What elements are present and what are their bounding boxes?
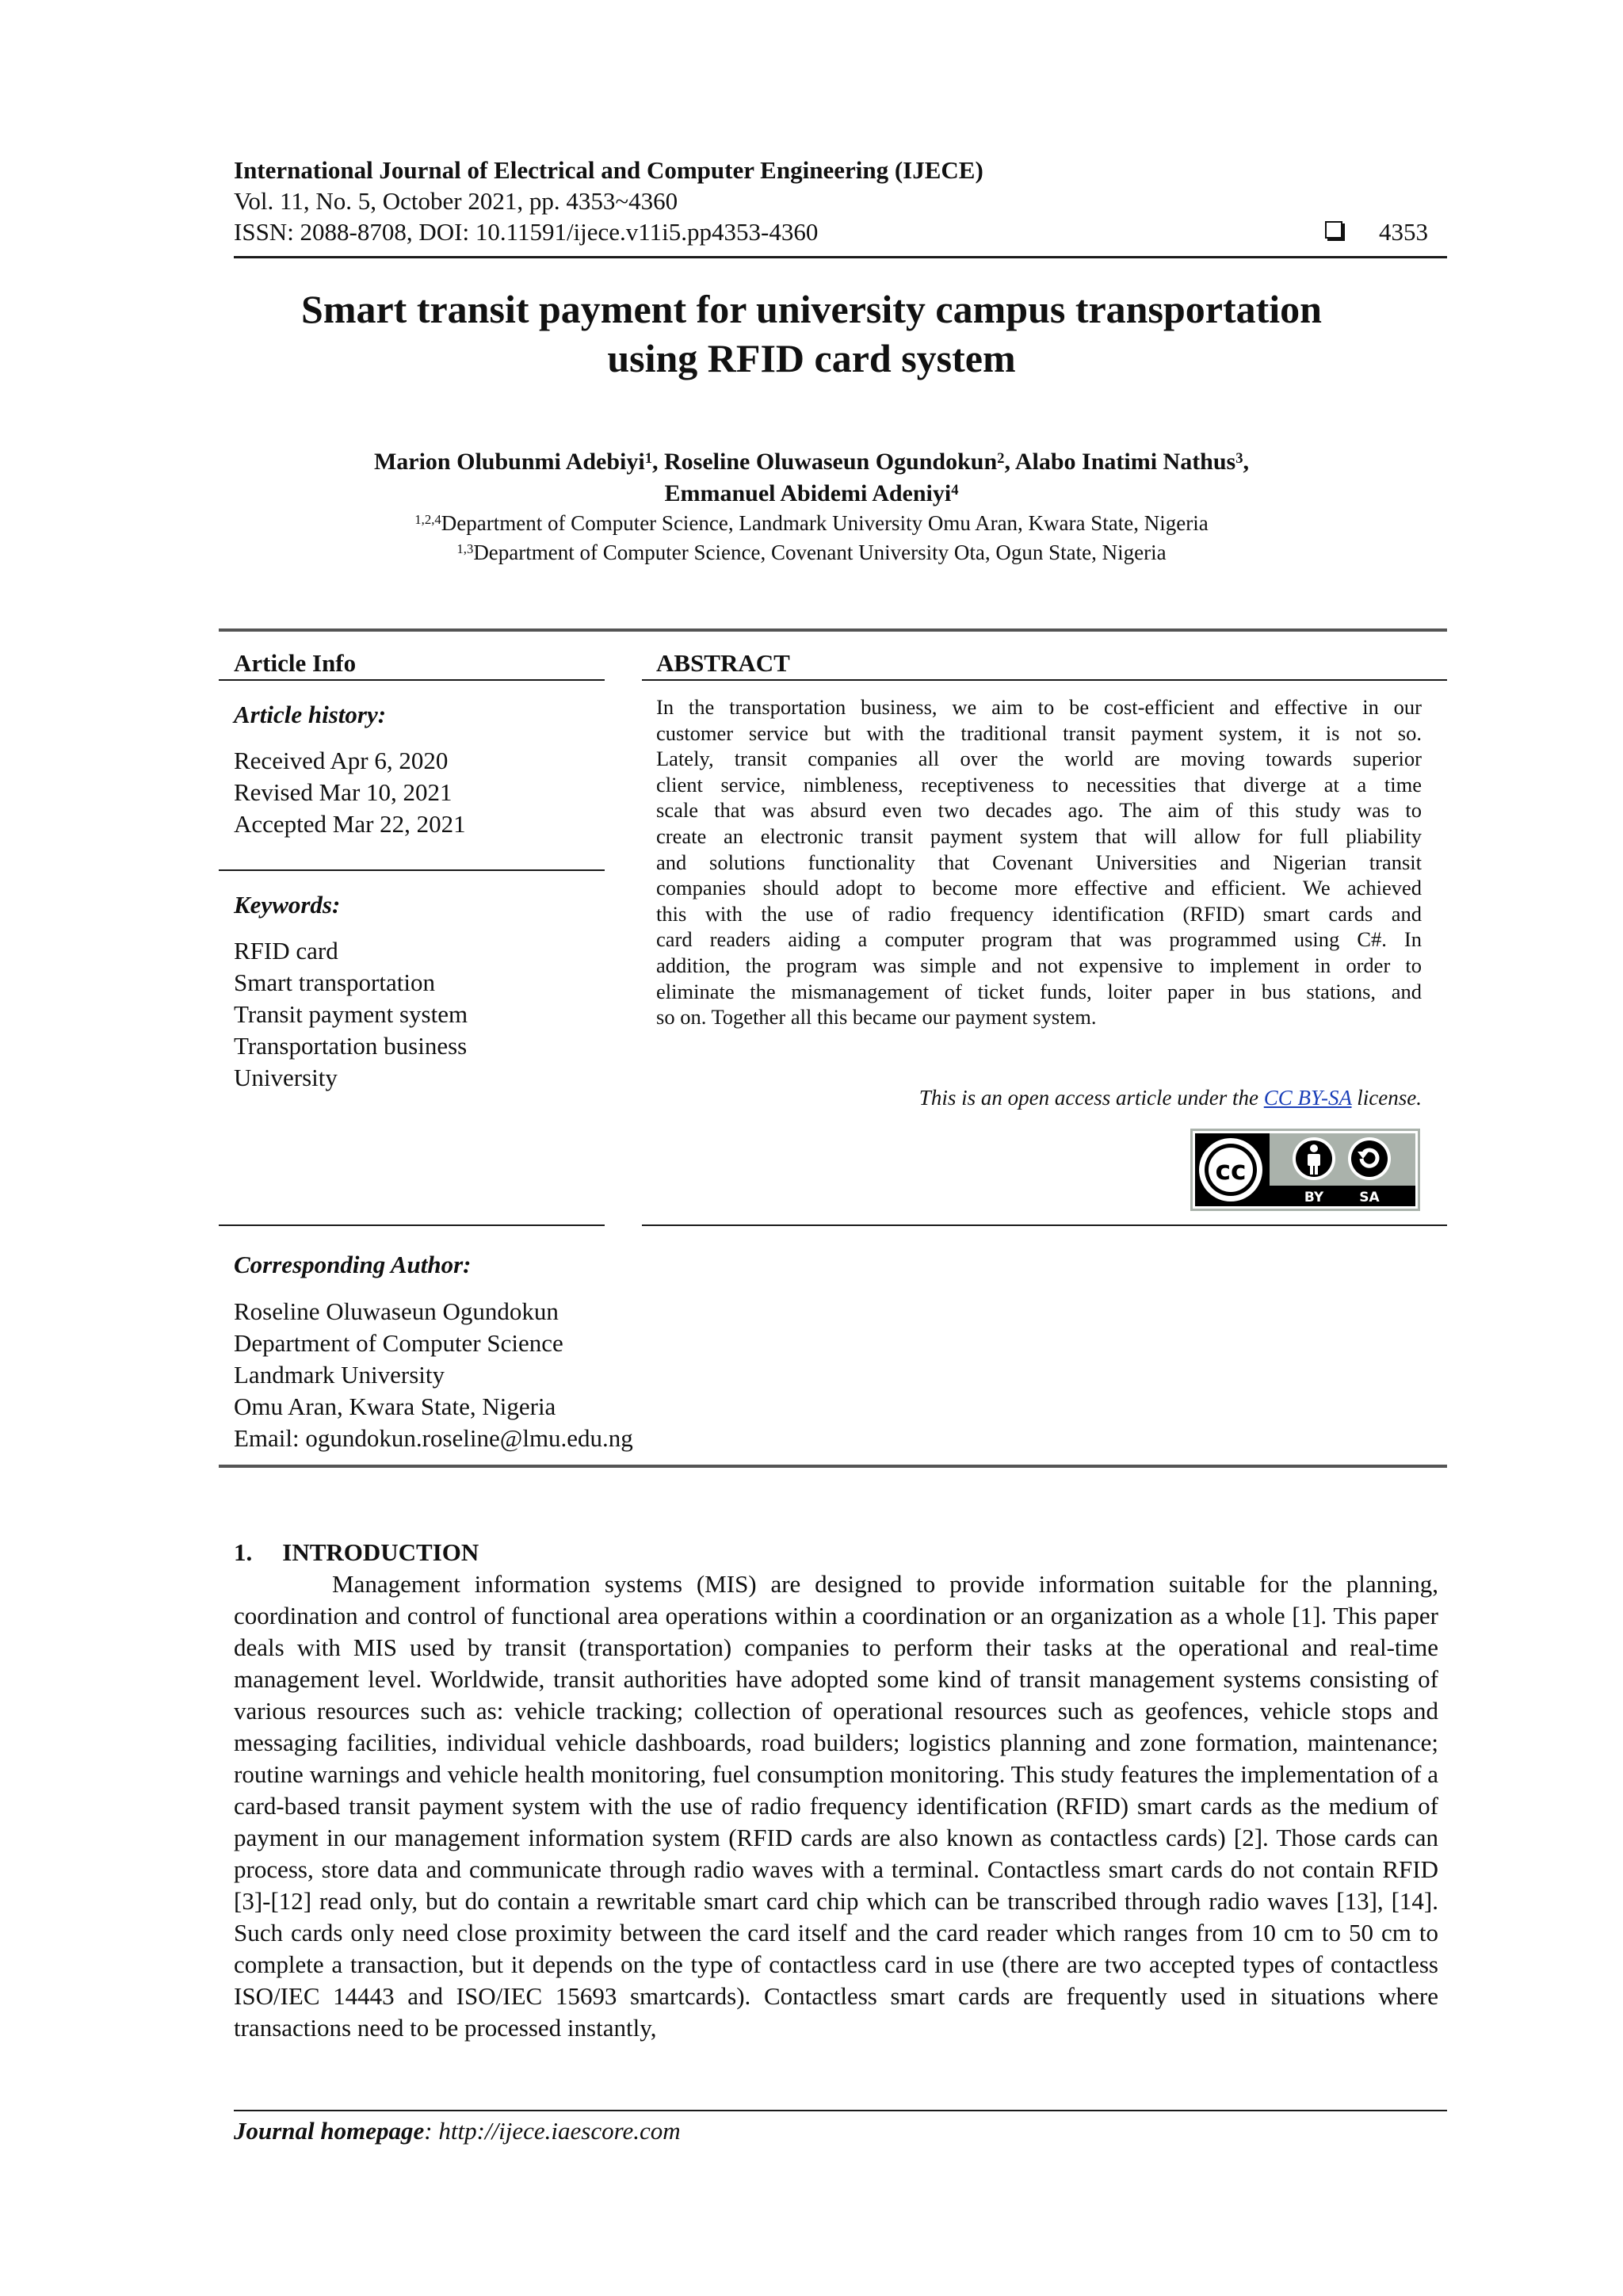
abstract-body [656,694,1422,1030]
info-box-top-rule [219,628,1447,632]
article-history-heading: Article history: [234,701,387,728]
history-accepted: Accepted Mar 22, 2021 [234,810,466,838]
paper-title-line-2: using RFID card system [607,336,1016,380]
homepage-url[interactable]: http://ijece.iaescore.com [438,2117,681,2145]
page-number: 4353 [1379,218,1428,246]
abstract-line: and solutions functionality that Covenant Universities and Nigerian transit [656,850,1422,874]
keywords-divider [219,1224,605,1226]
author-name: Marion Olubunmi Adebiyi [373,449,645,475]
corresponding-university: Landmark University [234,1361,445,1389]
abstract-line: card readers aiding a computer program that was programmed using C#. In [656,927,1422,952]
checkbox-square-icon [1325,221,1342,239]
cc-by-sa-link[interactable]: CC BY-SA [1263,1086,1352,1110]
abstract-line: this with the use of radio frequency identification (RFID) smart cards and [656,901,1422,926]
abstract-heading: ABSTRACT [656,649,790,677]
section-number: 1. [234,1538,253,1566]
open-access-statement [919,1084,1422,1111]
abstract-line: customer service but with the traditional transit payment system, it is not so. [656,720,1422,745]
open-access-prefix: This is an open access article under the [918,1086,1264,1110]
corresponding-location: Omu Aran, Kwara State, Nigeria [234,1392,556,1420]
affiliation-text: Department of Computer Science, Landmark University Omu Aran, Kwara State, Nigeria [441,511,1209,535]
abstract-line: In the transportation business, we aim to be cost-efficient and effective in our [656,695,1422,719]
corresponding-department: Department of Computer Science [234,1329,563,1357]
footer-rule [234,2110,1447,2111]
author-affiliation-mark: 3 [1235,449,1243,467]
keyword-item: Transit payment system [234,1000,468,1028]
keyword-item: Smart transportation [234,968,435,996]
abstract-line: scale that was absurd even two decades ago. The aim of this study was to [656,798,1422,823]
article-info-heading: Article Info [234,649,357,677]
history-keywords-divider [219,869,605,871]
volume-info: Vol. 11, No. 5, October 2021, pp. 4353~4360 [234,187,678,215]
abstract-line: so on. Together all this became our payment system. [656,1005,1097,1030]
info-box-bottom-rule [219,1465,1447,1468]
history-received: Received Apr 6, 2020 [234,747,449,774]
section-title: INTRODUCTION [282,1538,479,1566]
cc-by-sa-badge-icon[interactable] [1190,1129,1420,1211]
keyword-item: RFID card [234,937,338,965]
abstract-line: create an electronic transit payment system that will allow for full pliability [656,823,1422,848]
corresponding-author-heading: Corresponding Author: [234,1251,472,1278]
journal-title: International Journal of Electrical and Computer Engineering (IJECE) [234,156,983,184]
affiliation-1 [0,510,1623,537]
abstract-line: eliminate the mismanagement of ticket funds, loiter paper in bus stations, and [656,979,1422,1003]
author-list: Marion Olubunmi Adebiyi$^1$, Roseline Oluwaseun Ogundokun$^2$, Alabo Inatimi Nathus$^3$, [373,449,1250,475]
keywords-heading: Keywords: [234,891,341,919]
abstract-line: Lately, transit companies all over the world are moving towards superior [656,747,1422,771]
issn-doi: ISSN: 2088-8708, DOI: 10.11591/ijece.v11i5.pp4353-4360 [234,218,819,246]
abstract-bottom-rule [642,1224,1447,1226]
affiliation-mark: 1,2,4 [414,512,441,528]
affiliation-text: Department of Computer Science, Covenant University Ota, Ogun State, Nigeria [473,541,1167,564]
journal-homepage: Journal homepage: http://ijece.iaescore.com [234,2117,681,2145]
article-info-heading-rule [219,679,605,681]
history-revised: Revised Mar 10, 2021 [234,778,453,806]
abstract-heading-rule [642,679,1447,681]
affiliation-mark: 1,3 [456,541,474,557]
sa-label: SA [1359,1190,1380,1205]
abstract-line: companies should adopt to become more effective and efficient. We achieved [656,876,1422,900]
abstract-line: addition, the program was simple and not expensive to implement in order to [656,953,1422,977]
open-access-suffix: license. [1351,1086,1422,1110]
author-affiliation-mark: 2 [997,449,1005,467]
paper-title-line-1: Smart transit payment for university campus transportation [301,287,1322,331]
author-affiliation-mark: 1 [644,449,653,467]
corresponding-name: Roseline Oluwaseun Ogundokun [234,1297,559,1325]
author-name: Roseline Oluwaseun Ogundokun [664,449,998,475]
affiliation-2 [0,539,1623,567]
author-affiliation-mark: 4 [951,481,959,499]
homepage-label: Journal homepage [234,2117,425,2145]
introduction-heading [234,1538,479,1568]
author-name: Emmanuel Abidemi Adeniyi [664,480,952,506]
corresponding-email: Email: ogundokun.roseline@lmu.edu.ng [234,1424,633,1452]
author-list-line-2 [0,479,1623,509]
cc-label: cc [1215,1155,1247,1186]
keyword-item: University [234,1064,338,1091]
author-name: Alabo Inatimi Nathus [1014,449,1236,475]
keyword-item: Transportation business [234,1032,468,1060]
introduction-paragraph: Management information systems (MIS) are designed to provide information suitable for the planning, coordination and control of functional area operations within a coordination or an organization as a whole [1]. This paper deals with MIS used by transit (transportation) companies to perform their tasks at the operational and real-time management level. Worldwide, transit authorities have adopted some kind of transit management systems consisting of various resources such as: vehicle tracking; collection of operational resources such as geofences, vehicle stops and messaging facilities, individual vehicle dashboards, road builders; logistics planning and zone formation, maintenance; routine warnings and vehicle health monitoring, fuel consumption monitoring. This study features the implementation of a card-based transit payment system with the use of radio frequency identification (RFID) smart cards as the medium of payment in our management information system (RFID cards are also known as contactless cards) [2]. Those cards can process, store data and communicate through radio waves with a terminal. Contactless smart cards do not contain RFID [3]-[12] read only, but do contain a rewritable smart card chip which can be transcribed through radio waves [13], [14]. Such cards only need close proximity between the card itself and the card reader which ranges from 10 cm to 50 cm to complete a transaction, but it depends on the type of contactless card in use (there are two accepted types of contactless ISO/IEC 14443 and ISO/IEC 15693 smartcards). Contactless smart cards are frequently used in situations where transactions need to be processed instantly, [234,1570,1438,2042]
header-rule [234,256,1447,258]
by-label: BY [1304,1190,1324,1205]
abstract-line: client service, nimbleness, receptiveness to necessities that diverge at a time [656,772,1422,797]
